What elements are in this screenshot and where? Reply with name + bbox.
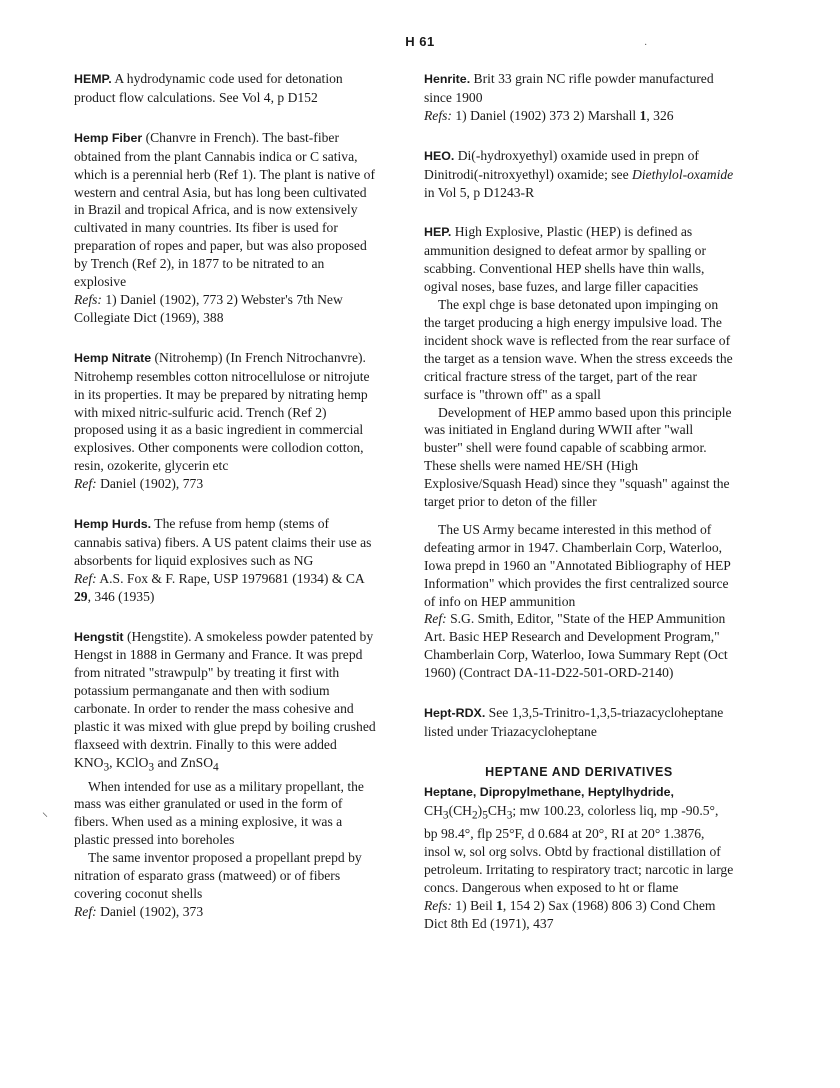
entry-hemp-text: A hydrodynamic code used for detonation product flow calculations. See Vol 4, p D152 bbox=[74, 71, 343, 105]
headword-hemp: HEMP. bbox=[74, 72, 112, 86]
formula-sub: 3 bbox=[442, 809, 449, 822]
chem-znso: ZnSO bbox=[180, 754, 214, 770]
scan-speck: · bbox=[644, 40, 648, 51]
entry-hep-refs: S.G. Smith, Editor, "State of the HEP Ammunition Art. Basic HEP Research and Development Program," Chamberlain Corp, Waterloo, Iowa Summary Rept (Oct 1960) (Contract DA-11-D22-501-ORD-2140) bbox=[424, 611, 728, 681]
entry-hengstit bbox=[74, 628, 378, 921]
refs-label: Ref: bbox=[74, 476, 97, 492]
entry-hemp-fiber-text: (Chanvre in French). The bast-fiber obtained from the plant Cannabis indica or C sativa, which is a perennial herb (Ref 1). The plant is native of western and central Asia, but has long been cultivated in Brazil and tropical Africa, and is now extensively cultivated in many countries. Its fiber is used for preparation of ropes and paper, but was also proposed by Trench (Ref 2), in 1877 to be nitrated to an explosive bbox=[74, 129, 375, 290]
chem-sub: 3 bbox=[148, 761, 155, 774]
entry-hengstit-text: (Hengstite). A smokeless powder patented by Hengst in 1888 in Germany and France. It was prepd from nitrated "strawpulp" by treating it first with potassium permanganate and then with sodium carbonate. In order to render the mass cohesive and plastic it was mixed with glue prepd by boiling crushed flaxseed with dextrin. Finally to this were added bbox=[74, 628, 376, 752]
formula-sub: 3 bbox=[506, 809, 513, 822]
headword-hengstit: Hengstit bbox=[74, 629, 124, 644]
entry-hemp-hurds-refs: A.S. Fox & F. Rape, USP 1979681 (1934) & CA bbox=[99, 570, 364, 586]
formula-rest: ; mw 100.23, colorless liq, bbox=[512, 802, 658, 818]
entry-heo-text: Di(-hydroxyethyl) oxamide used in prepn of Dinitrodi(-nitroxyethyl) oxamide; see bbox=[424, 147, 699, 182]
volume-number: 1 bbox=[639, 107, 647, 123]
refs-label: Refs: bbox=[74, 291, 102, 307]
entry-hemp-nitrate-text: (Nitrohemp) (In French Nitrochanvre). Nitrohemp resembles cotton nitrocellulose or nitrojute in its properties. It may be prepared by nitrating hemp with mixed nitric-sulfuric acid. Trench (Ref 2) proposed using it as a basic ingredient in commercial explosives. Other components were collodion cotton, resin, ozokerite, glycerin etc bbox=[74, 349, 370, 474]
volume-number: 1 bbox=[496, 898, 503, 914]
entry-hemp-fiber bbox=[74, 129, 378, 327]
headword-hemp-nitrate: Hemp Nitrate bbox=[74, 350, 152, 365]
chem-kclo: KClO bbox=[115, 754, 149, 770]
headword-heo: HEO. bbox=[424, 148, 455, 163]
entry-henrite bbox=[424, 70, 734, 125]
entry-hemp-fiber-refs: 1) Daniel (1902), 773 2) Webster's 7th New Collegiate Dict (1969), 388 bbox=[74, 291, 343, 325]
chem-formula: $KNO_3$, KClO$_3$ and ZnSO$_4$ bbox=[74, 754, 219, 774]
entry-hemp-hurds-text: The refuse from hemp (stems of cannabis sativa) fibers. A US patent claims their use as absorbents for liquid explosives such as NG bbox=[74, 516, 372, 568]
chem-sub: 3 bbox=[103, 761, 110, 774]
entry-hengstit-refs: Daniel (1902), 373 bbox=[100, 903, 204, 919]
headword-hemp-hurds: Hemp Hurds. bbox=[74, 517, 152, 532]
refs-label: Refs: bbox=[424, 898, 452, 914]
chem-and: and bbox=[157, 754, 178, 770]
scan-margin-mark: ⸌ bbox=[42, 810, 49, 824]
entry-hep bbox=[424, 223, 734, 682]
entry-hengstit-para2: When intended for use as a military propellant, the mass was either granulated or used in the form of fibers. When used as a mining explosive, it was a plastic pressed into boreholes bbox=[74, 778, 364, 848]
refs-label: Ref: bbox=[424, 611, 447, 627]
entry-heo bbox=[424, 147, 734, 202]
headword-hept-rdx: Hept-RDX. bbox=[424, 706, 486, 721]
right-column bbox=[424, 70, 734, 955]
refs-label: Ref: bbox=[74, 903, 97, 919]
entry-hemp-nitrate bbox=[74, 349, 378, 493]
formula-sub: 5 bbox=[482, 809, 488, 822]
formula-sub: 2 bbox=[471, 809, 478, 822]
refs-label: Ref: bbox=[74, 570, 97, 586]
chem-formula-heptane bbox=[424, 802, 513, 822]
headword-hep: HEP. bbox=[424, 225, 452, 240]
entry-hep-para3: Development of HEP ammo based upon this principle was initiated in England during WWII after "wall buster" shell were found capable of scabbing armor. These shells were named HE/SH (High Explosive/Squash Head) since they "squash" against the target prior to deton of the filler bbox=[424, 404, 732, 510]
refs-tail: , 154 2) Sax (1968) 806 3) Cond Chem Dict 8th Ed (1971), 437 bbox=[424, 898, 716, 931]
entry-hept-rdx bbox=[424, 704, 734, 741]
formula-part: (CH bbox=[448, 802, 472, 818]
entry-hep-para1: High Explosive, Plastic (HEP) is defined as ammunition designed to defeat armor by spalling or scabbing. Conventional HEP shells have thin walls, ogival noses, base fuzes, and large filler capacities bbox=[424, 224, 707, 295]
chem-sub: 4 bbox=[213, 761, 219, 774]
entry-hemp-nitrate-refs: Daniel (1902), 773 bbox=[100, 476, 204, 492]
cross-reference: Diethylol-oxamide bbox=[632, 166, 734, 182]
entry-heptane-text: mp -90.5°, bp 98.4°, flp 25°F, d 0.684 at 20°, RI at 20° 1.3876, insol w, sol org solvs. Obtd by fractional distillation of petroleum. Irritating to respiratory tract; narcotic in large concs. Dangerous when exposed to ht or flame bbox=[424, 802, 734, 896]
volume-number: 29 bbox=[74, 588, 88, 604]
entry-henrite-refs: 1) Daniel (1902) 373 2) Marshall bbox=[455, 107, 640, 123]
entry-hep-para2: The expl chge is base detonated upon impinging on the target producing a high energy impulsive load. The incident shock wave is reflected from the rear surface of the target as a tension wave. When the stress exceeds the critical fracture stress of the target, part of the rear surface is "thrown off" as a spall bbox=[424, 297, 733, 402]
entry-hemp-hurds bbox=[74, 515, 378, 606]
section-title: HEPTANE AND DERIVATIVES bbox=[485, 764, 673, 779]
entry-heptane bbox=[424, 783, 734, 933]
entry-heptane-refs: 1) Beil bbox=[455, 898, 497, 914]
entry-henrite-text: Brit 33 grain NC rifle powder manufactured since 1900 bbox=[424, 71, 714, 105]
entry-hep-para4: The US Army became interested in this method of defeating armor in 1947. Chamberlain Corp, Waterloo, Iowa prepd in 1960 an "Annotated Bibliography of HEP Information" which provides the first centralized source of info on HEP ammunition bbox=[424, 521, 731, 609]
left-column bbox=[74, 70, 378, 943]
formula-part: ) bbox=[477, 802, 483, 818]
refs-label: Refs: bbox=[424, 107, 452, 123]
entry-hemp bbox=[74, 70, 378, 107]
headword-heptane: Heptane, Dipropylmethane, Heptylhydride, bbox=[424, 784, 674, 799]
refs-tail: , 346 (1935) bbox=[87, 588, 155, 604]
refs-tail: , 326 bbox=[646, 107, 674, 123]
headword-henrite: Henrite. bbox=[424, 72, 471, 86]
chem-kno: KNO bbox=[74, 754, 104, 770]
entry-hengstit-para3: The same inventor proposed a propellant prepd by nitration of esparato grass (matweed) or of fibers covering coconut shells bbox=[74, 850, 362, 901]
formula-part: CH bbox=[424, 802, 443, 818]
formula-part: CH bbox=[487, 802, 507, 818]
entry-hept-rdx-text: See 1,3,5-Trinitro-1,3,5-triazacycloheptane listed under Triazacycloheptane bbox=[424, 705, 724, 739]
page-number: H 61 bbox=[405, 34, 435, 49]
headword-hemp-fiber: Hemp Fiber bbox=[74, 130, 143, 145]
cross-reference-tail: in Vol 5, p D1243-R bbox=[424, 184, 535, 200]
